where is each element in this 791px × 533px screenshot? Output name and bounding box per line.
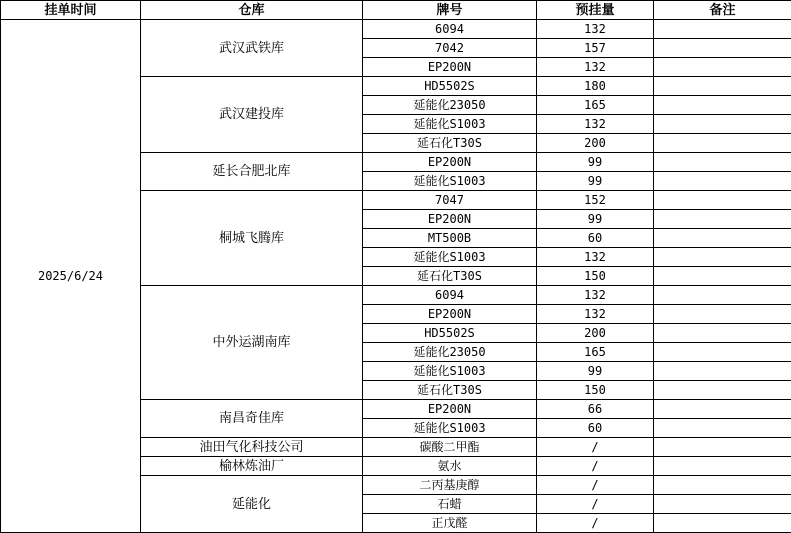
remark-cell [654,58,791,77]
quantity-cell: 132 [537,58,654,77]
quantity-cell: 150 [537,381,654,400]
warehouse-cell: 延能化 [141,476,363,533]
quantity-cell: 99 [537,153,654,172]
quantity-cell: 152 [537,191,654,210]
quantity-cell: 99 [537,362,654,381]
quantity-cell: 99 [537,210,654,229]
grade-cell: 延石化T30S [363,381,537,400]
quantity-cell: 99 [537,172,654,191]
quantity-cell: 60 [537,419,654,438]
remark-cell [654,476,791,495]
remark-cell [654,457,791,476]
quantity-cell: / [537,438,654,457]
grade-cell: 石蜡 [363,495,537,514]
remark-cell [654,210,791,229]
quantity-cell: 132 [537,286,654,305]
table-body [1,20,791,533]
table-row [1,20,791,39]
remark-cell [654,20,791,39]
column-header-grade: 牌号 [363,1,537,20]
remark-cell [654,286,791,305]
grade-cell: 延能化23050 [363,96,537,115]
remark-cell [654,191,791,210]
quantity-cell: / [537,476,654,495]
grade-cell: 氨水 [363,457,537,476]
remark-cell [654,381,791,400]
quantity-cell: 165 [537,343,654,362]
grade-cell: 7042 [363,39,537,58]
quantity-cell: 180 [537,77,654,96]
quantity-cell: 157 [537,39,654,58]
quantity-cell: 132 [537,115,654,134]
column-header-warehouse: 仓库 [141,1,363,20]
remark-cell [654,305,791,324]
remark-cell [654,514,791,533]
remark-cell [654,172,791,191]
grade-cell: 6094 [363,20,537,39]
grade-cell: HD5502S [363,77,537,96]
column-header-date: 挂单时间 [1,1,141,20]
grade-cell: 延石化T30S [363,267,537,286]
quantity-cell: / [537,495,654,514]
warehouse-cell: 榆林炼油厂 [141,457,363,476]
column-header-remark: 备注 [654,1,791,20]
remark-cell [654,419,791,438]
grade-cell: 延能化23050 [363,343,537,362]
grade-cell: 延能化S1003 [363,115,537,134]
remark-cell [654,362,791,381]
warehouse-cell: 油田气化科技公司 [141,438,363,457]
grade-cell: 延能化S1003 [363,172,537,191]
warehouse-cell: 武汉建投库 [141,77,363,153]
grade-cell: 碳酸二甲酯 [363,438,537,457]
quantity-cell: 200 [537,134,654,153]
remark-cell [654,229,791,248]
remark-cell [654,153,791,172]
remark-cell [654,134,791,153]
remark-cell [654,400,791,419]
remark-cell [654,248,791,267]
quantity-cell: 165 [537,96,654,115]
quantity-cell: 132 [537,248,654,267]
grade-cell: EP200N [363,58,537,77]
grade-cell: EP200N [363,400,537,419]
quantity-cell: 200 [537,324,654,343]
warehouse-cell: 延长合肥北库 [141,153,363,191]
quantity-cell: / [537,457,654,476]
grade-cell: MT500B [363,229,537,248]
remark-cell [654,77,791,96]
quantity-cell: 132 [537,305,654,324]
grade-cell: 6094 [363,286,537,305]
grade-cell: 延能化S1003 [363,362,537,381]
warehouse-cell: 桐城飞腾库 [141,191,363,286]
quantity-cell: 150 [537,267,654,286]
grade-cell: 二丙基庚醇 [363,476,537,495]
remark-cell [654,96,791,115]
remark-cell [654,495,791,514]
grade-cell: EP200N [363,305,537,324]
order-date-cell: 2025/6/24 [1,20,141,533]
grade-cell: 延能化S1003 [363,248,537,267]
grade-cell: 延能化S1003 [363,419,537,438]
warehouse-cell: 武汉武铁库 [141,20,363,77]
remark-cell [654,438,791,457]
remark-cell [654,115,791,134]
remark-cell [654,324,791,343]
quantity-cell: / [537,514,654,533]
grade-cell: EP200N [363,153,537,172]
remark-cell [654,267,791,286]
header-row [1,1,791,20]
grade-cell: EP200N [363,210,537,229]
remark-cell [654,39,791,58]
grade-cell: HD5502S [363,324,537,343]
quantity-cell: 66 [537,400,654,419]
grade-cell: 正戊醛 [363,514,537,533]
quantity-cell: 132 [537,20,654,39]
quantity-cell: 60 [537,229,654,248]
grade-cell: 延石化T30S [363,134,537,153]
warehouse-cell: 中外运湖南库 [141,286,363,400]
warehouse-cell: 南昌奇佳库 [141,400,363,438]
column-header-quantity: 预挂量 [537,1,654,20]
remark-cell [654,343,791,362]
grade-cell: 7047 [363,191,537,210]
